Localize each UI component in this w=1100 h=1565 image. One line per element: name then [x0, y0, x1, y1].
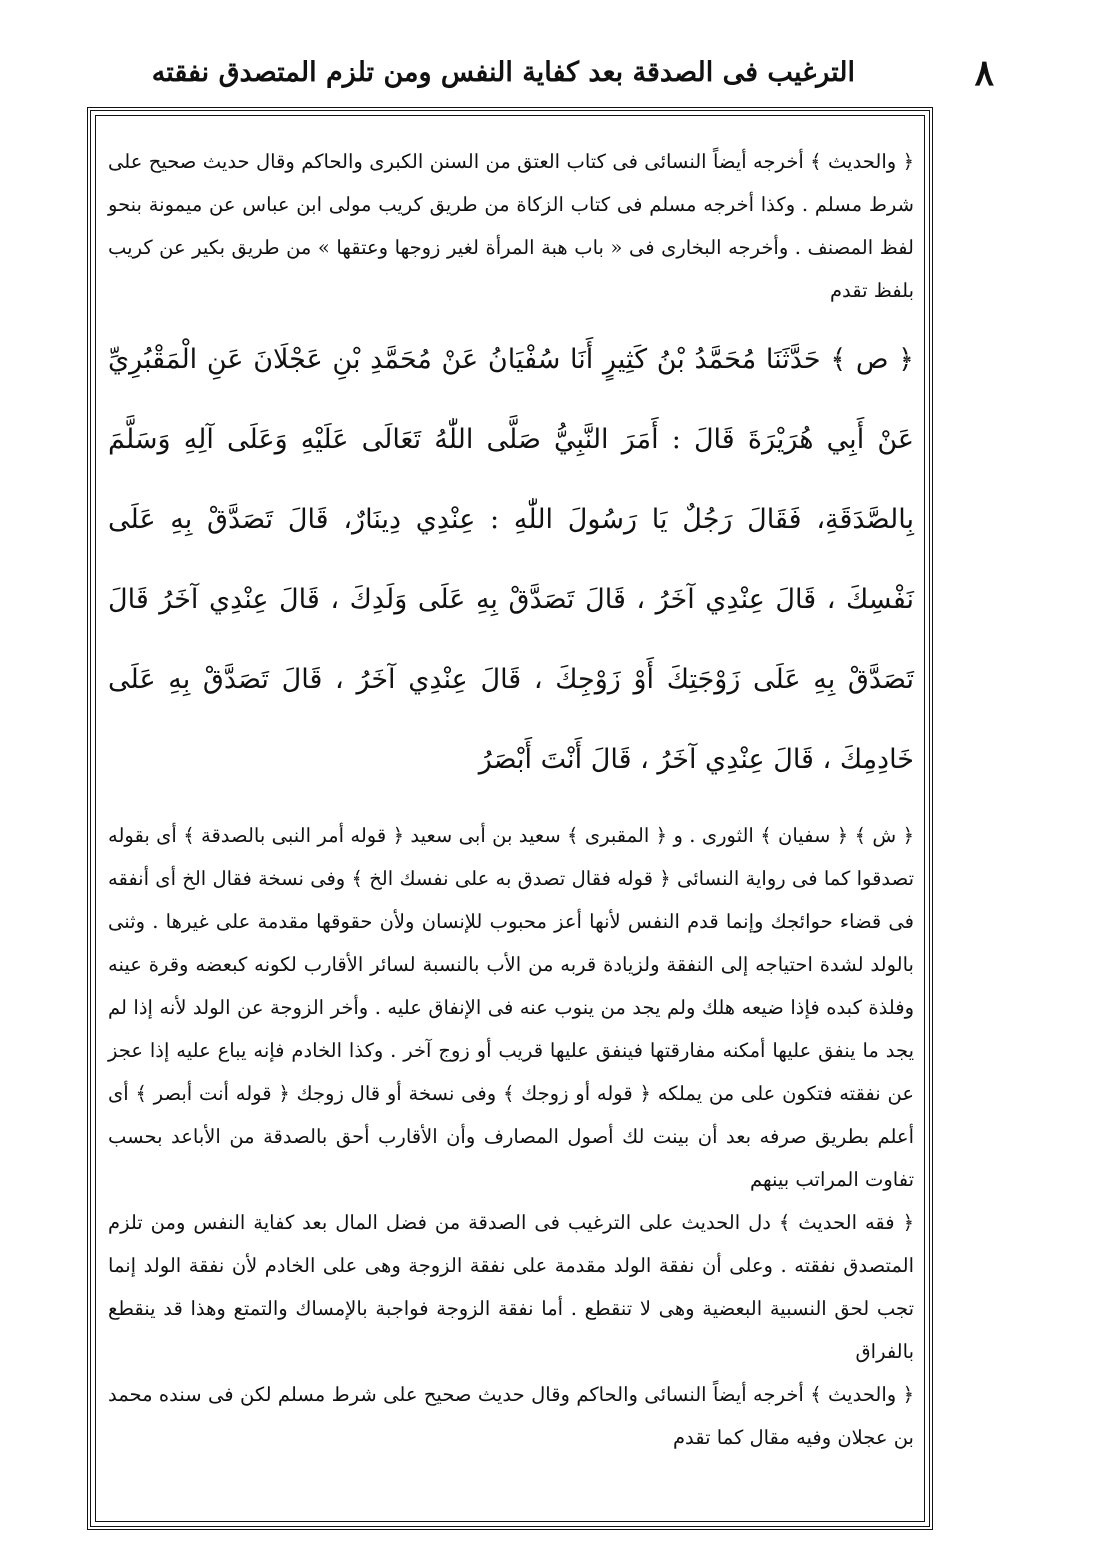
spacer: [108, 312, 914, 320]
paragraph-hadith-takhrij-2: ﴿ والحديث ﴾ أخرجه أيضاً النسائى والحاكم وقال حديث صحيح على شرط مسلم لكن فى سنده محمد بن عجلان وفيه مقال كما تقدم: [108, 1383, 914, 1449]
paragraph-commentary: ﴿ ش ﴾ ﴿ سفيان ﴾ الثورى . و ﴿ المقبرى ﴾ سعيد بن أبى سعيد ﴿ قوله أمر النبى بالصدقة ﴾ أى بقوله تصدقوا كما فى رواية النسائى ﴿ قوله فقال تصدق به على نفسك الخ ﴾ وفى نسخة فقال الخ أى أنفقه فى قضاء حوائجك وإنما قدم النفس لأنها أعز محبوب للإنسان ولأن حقوقها مقدمة على غيرها . وثنى بالولد لشدة احتياجه إلى النفقة ولزيادة قربه من الأب بالنسبة لسائر الأقارب لكونه كبعضه وقرة عينه وفلذة كبده فإذا ضيعه هلك ولم يجد من ينوب عنه فى الإنفاق عليه . وأخر الزوجة عن الولد لأنه إذا لم يجد ما ينفق عليها أمكنه مفارقتها فينفق عليها قريب أو زوج آخر . وكذا الخادم فإنه يباع عليه إذا عجز عن نفقته فتكون على من يملكه ﴿ قوله أو زوجك ﴾ وفى نسخة أو قال زوجك ﴿ قوله أنت أبصر ﴾ أى أعلم بطريق صرفه بعد أن بينت لك أصول المصارف وأن الأقارب أحق بالصدقة من الأباعد بحسب تفاوت المراتب بينهم: [108, 824, 914, 1191]
page-number: ٨: [974, 52, 994, 94]
running-title: الترغيب فى الصدقة بعد كفاية النفس ومن تلزم المتصدق نفقته: [151, 57, 855, 88]
page-header: [110, 48, 994, 98]
paragraph-hadith-text: ﴿ ص ﴾ حَدَّثَنَا مُحَمَّدُ بْنُ كَثِيرٍ أَنَا سُفْيَانُ عَنْ مُحَمَّدِ بْنِ عَجْلَانَ عَنِ الْمَقْبُرِيِّ عَنْ أَبِي هُرَيْرَةَ قَالَ : أَمَرَ النَّبِيُّ صَلَّى اللّٰهُ تَعَالَى عَلَيْهِ وَعَلَى آلِهِ وَسَلَّمَ بِالصَّدَقَةِ، فَقَالَ رَجُلٌ يَا رَسُولَ اللّٰهِ : عِنْدِي دِينَارٌ، قَالَ تَصَدَّقْ بِهِ عَلَى نَفْسِكَ ، قَالَ عِنْدِي آخَرُ ، قَالَ تَصَدَّقْ بِهِ عَلَى وَلَدِكَ ، قَالَ عِنْدِي آخَرُ قَالَ تَصَدَّقْ بِهِ عَلَى زَوْجَتِكَ أَوْ زَوْجِكَ ، قَالَ عِنْدِي آخَرُ ، قَالَ تَصَدَّقْ بِهِ عَلَى خَادِمِكَ ، قَالَ عِنْدِي آخَرُ ، قَالَ أَنْتَ أَبْصَرُ: [108, 344, 914, 775]
paragraph-fiqh: ﴿ فقه الحديث ﴾ دل الحديث على الترغيب فى الصدقة من فضل المال بعد كفاية النفس ومن تلزم المتصدق نفقته . وعلى أن نفقة الولد مقدمة على نفقة الزوجة وهى على الخادم لأن نفقة الولد إنما تجب لحق النسبية البعضية وهى لا تنقطع . أما نفقة الزوجة فواجبة بالإمساك والتمتع وهذا قد ينقطع بالفراق: [108, 1211, 914, 1363]
page-body: [108, 140, 914, 1520]
paragraph-hadith-takhrij: ﴿ والحديث ﴾ أخرجه أيضاً النسائى فى كتاب العتق من السنن الكبرى والحاكم وقال حديث صحيح على شرط مسلم . وكذا أخرجه مسلم فى كتاب الزكاة من طريق كريب مولى ابن عباس عن ميمونة بنحو لفظ المصنف . وأخرجه البخارى فى « باب هبة المرأة لغير زوجها وعتقها » من طريق بكير عن كريب بلفظ تقدم: [108, 150, 914, 302]
